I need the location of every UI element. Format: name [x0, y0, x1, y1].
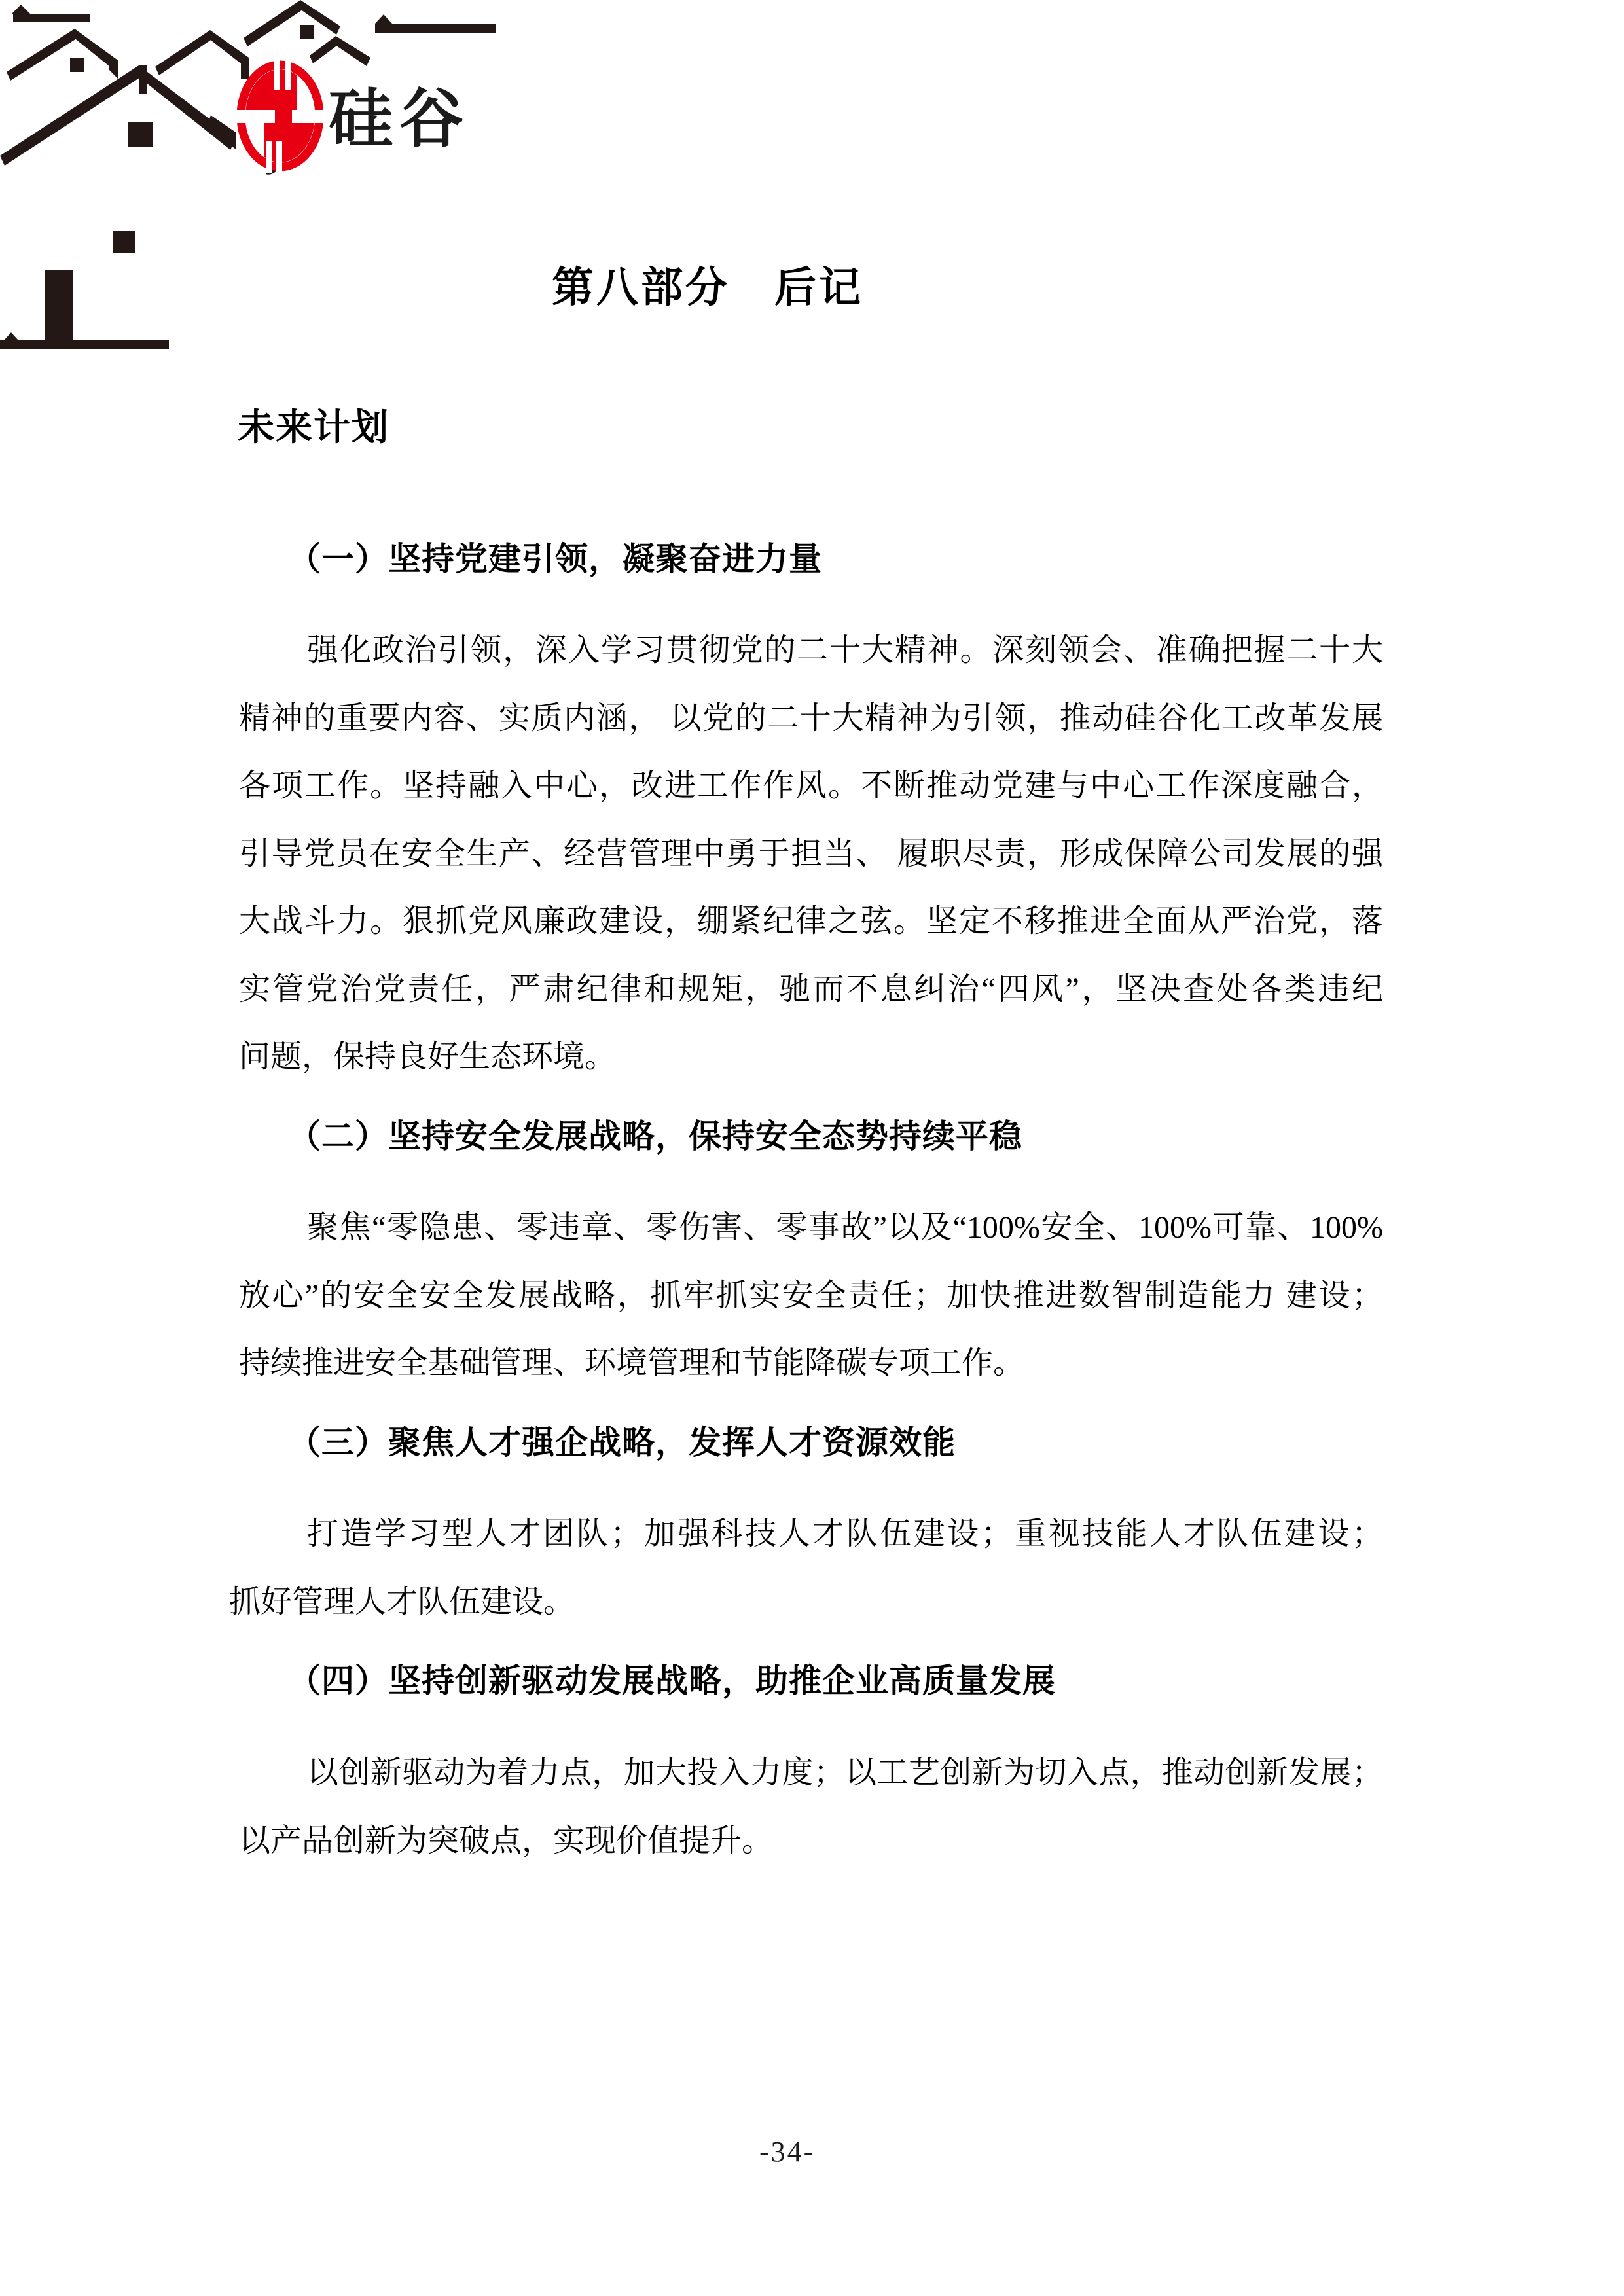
subheading-4: （四）坚持创新驱动发展战略，助推企业高质量发展 — [288, 1662, 1056, 1699]
body-line: 放心”的安全安全发展战略，抓牢抓实安全责任；加快推进数智制造能力 建设； — [239, 1278, 1383, 1313]
body-line: 持续推进安全基础管理、环境管理和节能降碳专项工作。 — [239, 1346, 1025, 1380]
body-line: 各项工作。坚持融入中心，改进工作作风。不断推动党建与中心工作深度融合， — [239, 768, 1383, 803]
logo-wordmark: 硅谷 — [329, 82, 471, 154]
document-title: 第八部分 后记 — [552, 264, 863, 311]
body-line: 以产品创新为突破点，实现价值提升。 — [239, 1823, 774, 1858]
section-title: 未来计划 — [238, 406, 389, 448]
body-line: 抓好管理人才队伍建设。 — [229, 1585, 575, 1619]
page-number: -34- — [759, 2136, 816, 2168]
body-line: 精神的重要内容、实质内涵， 以党的二十大精神为引领，推动硅谷化工改革发展 — [239, 701, 1383, 736]
body-line: 实管党治党责任，严肃纪律和规矩，驰而不息纠治“四风”，坚决查处各类违纪 — [239, 972, 1383, 1007]
body-line: 大战斗力。狠抓党风廉政建设，绷紧纪律之弦。坚定不移推进全面从严治党，落 — [239, 904, 1383, 939]
body-line: 强化政治引领，深入学习贯彻党的二十大精神。深刻领会、准确把握二十大 — [307, 633, 1383, 668]
body-line: 引导党员在安全生产、经营管理中勇于担当、 履职尽责，形成保障公司发展的强 — [239, 836, 1383, 871]
subheading-1: （一）坚持党建引领，凝聚奋进力量 — [288, 541, 822, 577]
body-line: 聚焦“零隐患、零违章、零伤害、零事故”以及“100%安全、100%可靠、100% — [307, 1210, 1383, 1245]
company-logo — [0, 0, 511, 367]
body-line: 问题，保持良好生态环境。 — [239, 1039, 617, 1074]
subheading-2: （二）坚持安全发展战略，保持安全态势持续平稳 — [288, 1118, 1022, 1155]
body-line: 打造学习型人才团队；加强科技人才队伍建设；重视技能人才队伍建设； — [307, 1516, 1383, 1551]
body-line: 以创新驱动为着力点，加大投入力度；以工艺创新为切入点，推动创新发展； — [307, 1755, 1383, 1790]
rooftops-icon — [0, 0, 496, 349]
subheading-3: （三）聚焦人才强企战略，发挥人才资源效能 — [288, 1424, 956, 1461]
